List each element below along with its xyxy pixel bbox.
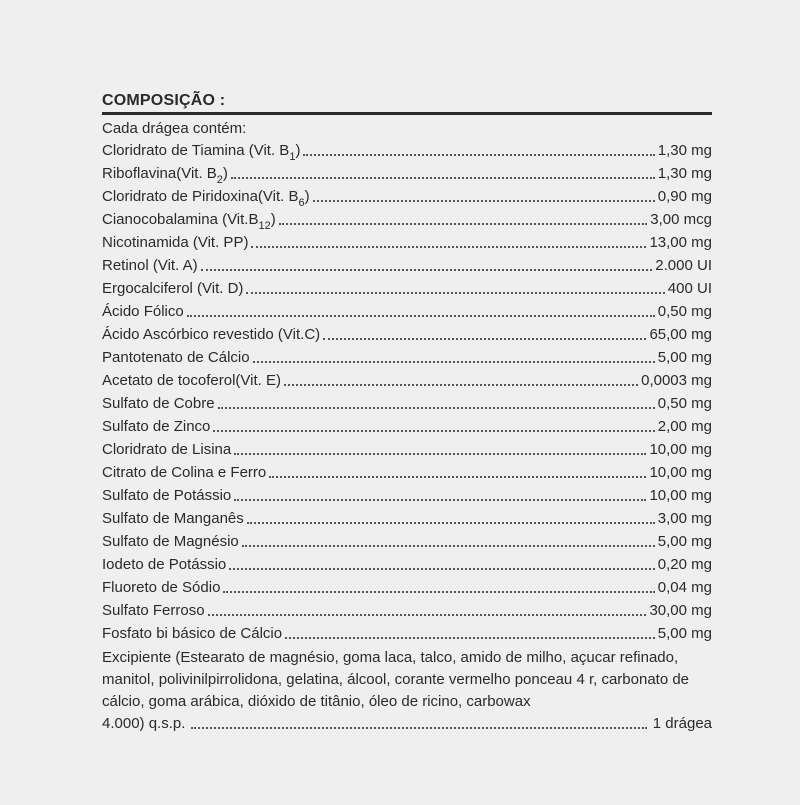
ingredient-amount: 1,30 mg <box>657 142 712 159</box>
ingredient-name: Sulfato de Manganês <box>102 510 244 527</box>
ingredient-name: Sulfato Ferroso <box>102 602 205 619</box>
dot-leader <box>279 223 648 225</box>
ingredient-row <box>102 231 712 254</box>
ingredient-amount: 5,00 mg <box>657 349 712 366</box>
ingredient-name: Cloridrato de Tiamina (Vit. $B_1$) <box>102 142 301 163</box>
ingredient-list <box>102 139 712 645</box>
ingredient-amount: 0,0003 mg <box>641 372 712 389</box>
dot-leader <box>246 292 664 294</box>
ingredient-row <box>102 530 712 553</box>
dot-leader <box>323 338 646 340</box>
dot-leader <box>269 476 646 478</box>
dot-leader <box>242 545 655 547</box>
ingredient-row <box>102 576 712 599</box>
ingredient-amount: 0,20 mg <box>657 556 712 573</box>
ingredient-amount: 2.000 UI <box>655 257 712 274</box>
ingredient-amount: 10,00 mg <box>649 487 712 504</box>
dot-leader <box>229 568 655 570</box>
ingredient-amount: 400 UI <box>667 280 712 297</box>
ingredient-name: Fluoreto de Sódio <box>102 579 221 596</box>
ingredient-name: Cloridrato de Piridoxina(Vit. $B_6$) <box>102 188 310 209</box>
heading-rule <box>102 112 712 115</box>
ingredient-amount: 3,00 mg <box>657 510 712 527</box>
ingredient-name: Sulfato de Potássio <box>102 487 232 504</box>
final-row-amount: 1 drágea <box>652 715 712 732</box>
ingredient-row <box>102 599 712 622</box>
ingredient-row <box>102 553 712 576</box>
ingredient-row <box>102 254 712 277</box>
dot-leader <box>234 499 646 501</box>
dot-leader <box>247 522 655 524</box>
ingredient-name: Iodeto de Potássio <box>102 556 227 573</box>
ingredient-name: Pantotenato de Cálcio <box>102 349 250 366</box>
ingredient-row <box>102 139 712 162</box>
ingredient-name: Nicotinamida (Vit. PP) <box>102 234 249 251</box>
dot-leader <box>284 384 638 386</box>
ingredient-row <box>102 392 712 415</box>
dot-leader <box>223 591 654 593</box>
ingredient-name: Ácido Ascórbico revestido (Vit.C) <box>102 326 321 343</box>
dot-leader <box>303 154 654 156</box>
ingredient-row <box>102 323 712 346</box>
ingredient-row <box>102 346 712 369</box>
ingredient-row <box>102 277 712 300</box>
dot-leader <box>313 200 655 202</box>
ingredient-name: Fosfato bi básico de Cálcio <box>102 625 283 642</box>
ingredient-row <box>102 208 712 231</box>
ingredient-amount: 13,00 mg <box>649 234 712 251</box>
ingredient-amount: 65,00 mg <box>649 326 712 343</box>
ingredient-name: Ácido Fólico <box>102 303 184 320</box>
ingredient-amount: 10,00 mg <box>649 441 712 458</box>
ingredient-amount: 5,00 mg <box>657 625 712 642</box>
ingredient-amount: 3,00 mcg <box>650 211 712 228</box>
ingredient-name: Citrato de Colina e Ferro <box>102 464 267 481</box>
ingredient-amount: 1,30 mg <box>657 165 712 182</box>
dot-leader <box>234 453 646 455</box>
ingredient-name: Sulfato de Cobre <box>102 395 215 412</box>
dot-leader <box>201 269 653 271</box>
dot-leader <box>187 315 655 317</box>
ingredient-name: Ergocalciferol (Vit. D) <box>102 280 244 297</box>
dot-leader <box>231 177 655 179</box>
dot-leader <box>251 246 646 248</box>
intro-text: Cada drágea contém: <box>102 120 247 137</box>
dot-leader <box>213 430 654 432</box>
ingredient-amount: 5,00 mg <box>657 533 712 550</box>
ingredient-row <box>102 300 712 323</box>
dot-leader <box>285 637 655 639</box>
ingredient-amount: 0,50 mg <box>657 303 712 320</box>
ingredient-row <box>102 622 712 645</box>
ingredient-name: Retinol (Vit. A) <box>102 257 198 274</box>
ingredient-amount: 0,04 mg <box>657 579 712 596</box>
dot-leader <box>191 727 646 729</box>
ingredient-name: Riboflavina(Vit. $B_2$) <box>102 165 228 186</box>
ingredient-name: Sulfato de Magnésio <box>102 533 239 550</box>
dot-leader <box>218 407 655 409</box>
ingredient-name: Sulfato de Zinco <box>102 418 211 435</box>
ingredient-name: Acetato de tocoferol(Vit. E) <box>102 372 281 389</box>
composition-panel <box>102 90 712 735</box>
ingredient-amount: 0,50 mg <box>657 395 712 412</box>
final-row <box>102 713 712 735</box>
ingredient-row <box>102 438 712 461</box>
ingredient-row <box>102 369 712 392</box>
ingredient-row <box>102 484 712 507</box>
ingredient-amount: 0,90 mg <box>657 188 712 205</box>
ingredient-amount: 2,00 mg <box>657 418 712 435</box>
composition-heading: COMPOSIÇÃO : <box>102 92 226 109</box>
ingredient-row <box>102 507 712 530</box>
ingredient-amount: 30,00 mg <box>649 602 712 619</box>
ingredient-name: Cloridrato de Lisina <box>102 441 232 458</box>
ingredient-amount: 10,00 mg <box>649 464 712 481</box>
ingredient-row <box>102 461 712 484</box>
dot-leader <box>208 614 647 616</box>
ingredient-name: Cianocobalamina $(Vit.B_{12})$ <box>102 211 276 232</box>
excipient-text: Excipiente (Estearato de magnésio, goma laca, talco, amido de milho, açucar refinado, manitol, polivinilpirrolidona, gelatina, álcool, corante vermelho ponceau 4 r, carbonato de cálcio, goma arábica, dióxido de titânio, óleo de ricino, carbowax <box>102 649 690 710</box>
ingredient-row <box>102 162 712 185</box>
dot-leader <box>253 361 655 363</box>
ingredient-row <box>102 185 712 208</box>
final-row-name: 4.000) q.s.p. <box>102 715 186 732</box>
ingredient-row <box>102 415 712 438</box>
